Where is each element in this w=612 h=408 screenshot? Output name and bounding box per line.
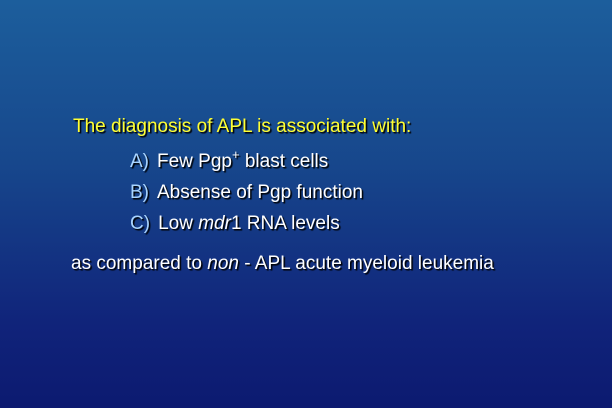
option-a-text-end: blast cells (239, 151, 329, 172)
option-b-letter: B) (130, 182, 149, 203)
option-a (130, 147, 329, 174)
option-c-letter: C) (130, 213, 151, 234)
option-a-text: Few Pgp (157, 151, 232, 172)
option-a-letter: A) (130, 151, 149, 172)
option-c-text-end: 1 RNA levels (230, 213, 340, 234)
option-b-text: Absense of Pgp function (157, 182, 363, 203)
conclusion-text: as compared to (71, 253, 208, 274)
option-c-italic: mdr (198, 213, 231, 234)
option-b (130, 182, 363, 204)
option-a-superscript: + (231, 147, 240, 162)
option-c (130, 213, 340, 235)
option-c-text: Low (158, 213, 199, 234)
conclusion-line (71, 253, 494, 275)
conclusion-text-end: - APL acute myeloid leukemia (238, 253, 494, 274)
question-heading: The diagnosis of APL is associated with: (73, 116, 412, 137)
conclusion-italic: non (207, 253, 239, 274)
